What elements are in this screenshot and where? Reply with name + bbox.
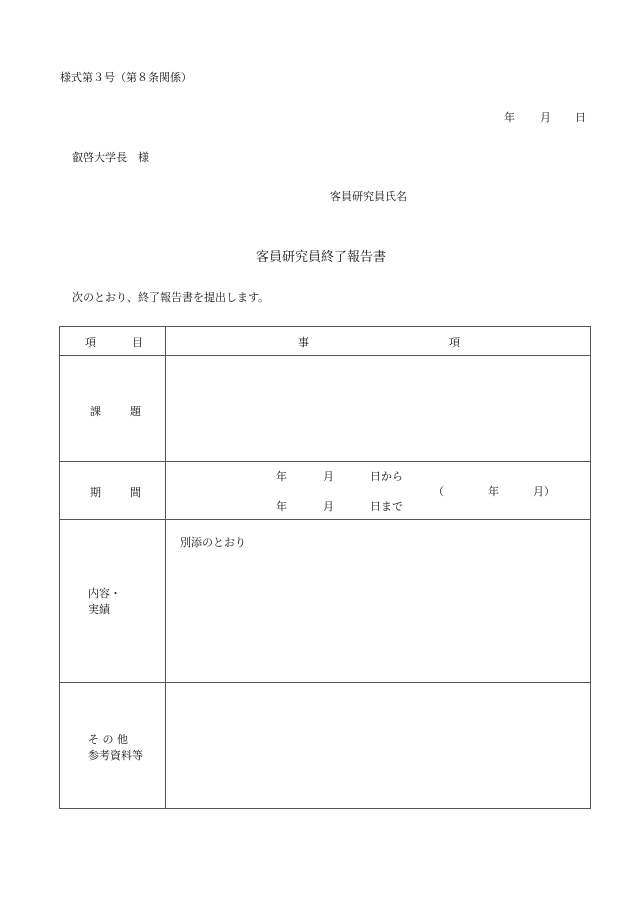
intro-text: 次のとおり、終了報告書を提出します。 (72, 291, 270, 304)
period-to-year: 年 (276, 500, 287, 513)
period-to-day: 日まで (370, 500, 403, 513)
researcher-name-label: 客員研究員氏名 (330, 190, 407, 203)
content-value: 別添のとおり (180, 536, 246, 549)
row-divider (60, 519, 590, 520)
period-from-year: 年 (276, 470, 287, 483)
date-day: 日 (575, 111, 586, 124)
duration-month: 月） (533, 485, 555, 498)
other-label-2: 参考資料等 (88, 749, 143, 762)
header-item-b: 目 (132, 336, 143, 349)
form-number: 様式第３号（第８条関係） (60, 71, 192, 84)
date-year: 年 (504, 111, 515, 124)
topic-label-a: 課 (90, 405, 101, 418)
row-divider (60, 355, 590, 356)
report-table (59, 326, 591, 809)
content-label-1: 内容・ (88, 587, 121, 600)
period-from-day: 日から (370, 470, 403, 483)
period-from-month: 月 (323, 470, 334, 483)
row-divider (60, 461, 590, 462)
period-to-month: 月 (323, 500, 334, 513)
header-matter-a: 事 (298, 336, 309, 349)
document-title: 客員研究員終了報告書 (256, 250, 387, 265)
date-month: 月 (540, 111, 551, 124)
other-label-1: そ の 他 (88, 733, 128, 746)
column-divider (165, 327, 166, 808)
row-divider (60, 682, 590, 683)
addressee: 叡啓大学長 様 (72, 151, 149, 164)
content-label-2: 実績 (88, 603, 110, 616)
period-label-a: 期 (90, 486, 101, 499)
period-label-b: 間 (130, 486, 141, 499)
header-item-a: 項 (85, 336, 96, 349)
header-matter-b: 項 (449, 336, 460, 349)
topic-label-b: 題 (130, 405, 141, 418)
duration-year: 年 (488, 485, 499, 498)
duration-open: （ (433, 485, 444, 498)
